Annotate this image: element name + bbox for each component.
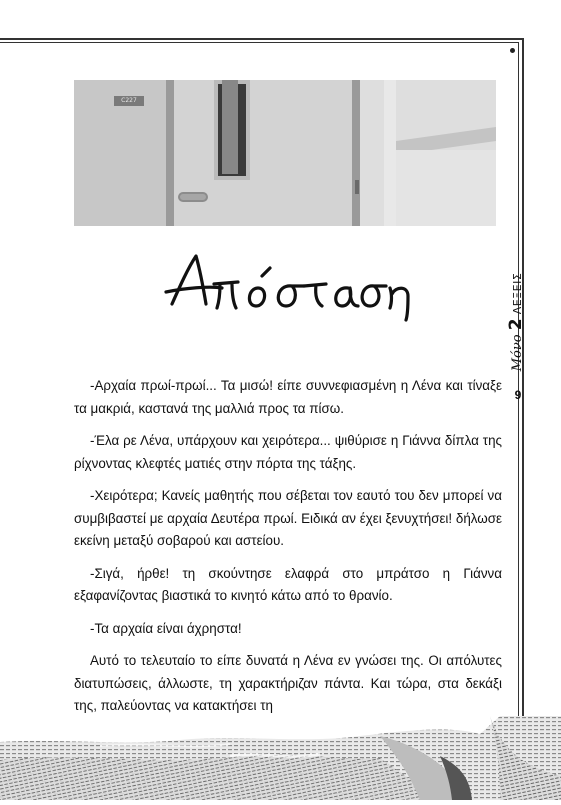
door-frame-left: [166, 80, 174, 226]
paragraph: -Χειρότερα; Κανείς μαθητής που σέβεται τον εαυτό του δεν μπορεί να συμβιβαστεί με αρχαία Δευτέρα πρωί. Ειδικά αν έχει ξενυχτήσει! δήλωσε εκείνη μεταξύ σοβαρού και αστείου.: [74, 488, 502, 548]
door: [174, 80, 352, 226]
frame-line-top-inner: [0, 42, 519, 43]
door-window-glass: [222, 80, 238, 174]
frame-line-top: [0, 38, 523, 40]
frame-dot: [510, 48, 515, 53]
paragraph: Αυτό το τελευταίο το είπε δυνατά η Λένα εν γνώσει της. Οι απόλυτες διατυπώσεις, άλλωστε, τη χαρακτήριζαν πάντα. Και τώρα, στα δεκάξι της, παλεύοντας να κατακτήσει τη: [74, 653, 502, 713]
paragraph: -Τα αρχαία είναι άχρηστα!: [90, 620, 242, 636]
chapter-title: [0, 236, 561, 336]
room-sign: C227: [114, 96, 144, 106]
series-prefix: Μόνο: [510, 334, 525, 372]
paragraph: -Αρχαία πρωί-πρωί... Τα μισώ! είπε συννεφιασμένη η Λένα και τίναξε τα μακριά, καστανά της μαλλιά προς τα πίσω.: [74, 378, 502, 416]
paragraph: -Σιγά, ήρθε! τη σκούντησε ελαφρά στο μπράτσο η Γιάννα εξαφανίζοντας βιαστικά το κινητό κάτω από το θρανίο.: [74, 565, 502, 603]
series-number: 2: [506, 318, 526, 331]
crumpled-newspaper-decoration: [0, 716, 561, 800]
page-number: 9: [514, 388, 522, 402]
paragraph: -Έλα ρε Λένα, υπάρχουν και χειρότερα... ψιθύρισε η Γιάννα δίπλα της ρίχνοντας κλεφτές ματιές στην πόρτα της τάξης.: [74, 433, 502, 471]
title-lettering: [0, 236, 561, 336]
door-frame-right: [352, 80, 360, 226]
classroom-door-photo: [74, 80, 496, 226]
wall-lower: [396, 150, 496, 226]
story-text: [74, 375, 502, 728]
book-series-label: [502, 252, 530, 392]
series-suffix: ΛΕΞΕΙΣ: [511, 272, 524, 315]
series-label-text: [506, 273, 526, 372]
door-hinge: [355, 180, 359, 194]
wall-corner: [384, 80, 396, 226]
door-handle: [178, 192, 208, 202]
newspaper-image: [0, 716, 561, 800]
